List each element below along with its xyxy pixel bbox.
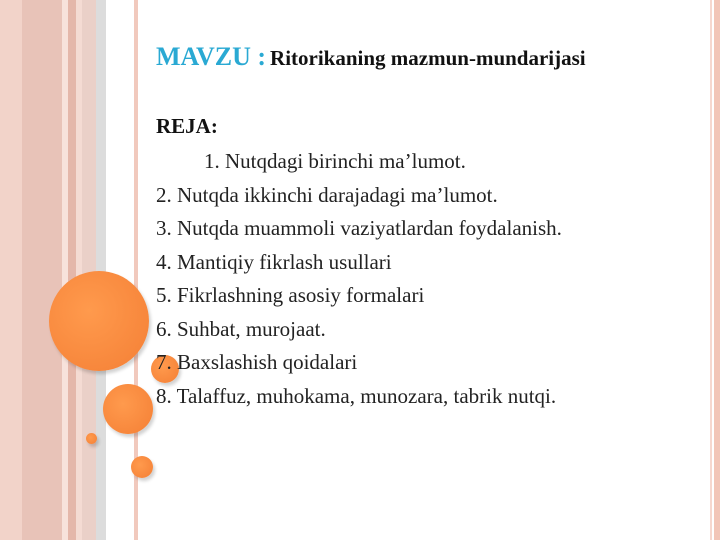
slide-title [156,42,586,72]
plan-list [156,145,562,413]
list-item: 7. Baxslashish qoidalari [156,350,358,374]
decorative-stripe [22,0,62,540]
decorative-circle-medium [103,384,153,434]
list-item: 2. Nutqda ikkinchi darajadagi ma’lumot. [156,182,498,207]
decorative-stripe [82,0,96,540]
list-item: 3. Nutqda muammoli vaziyatlardan foydalanish. [156,216,562,240]
list-item: 5. Fikrlashning asosiy formalari [156,283,425,307]
right-border-decoration [714,0,720,540]
title-label: MAVZU : [156,42,267,71]
decorative-circle-large [49,271,149,371]
decorative-stripe [68,0,76,540]
list-item: 6. Suhbat, murojaat. [156,316,326,341]
list-item: 1. Nutqdagi birinchi ma’lumot. [204,149,466,173]
list-item: 8. Talaffuz, muhokama, munozara, tabrik nutqi. [156,383,557,408]
decorative-stripe [96,0,106,540]
decorative-stripe [106,0,134,540]
list-item: 4. Mantiqiy fikrlash usullari [156,249,392,274]
decorative-circle-tiny [86,433,97,444]
plan-heading: REJA: [156,114,218,138]
decorative-stripe [0,0,22,540]
title-text: Ritorikaning mazmun-mundarijasi [270,46,586,70]
decorative-circle-small [131,456,153,478]
